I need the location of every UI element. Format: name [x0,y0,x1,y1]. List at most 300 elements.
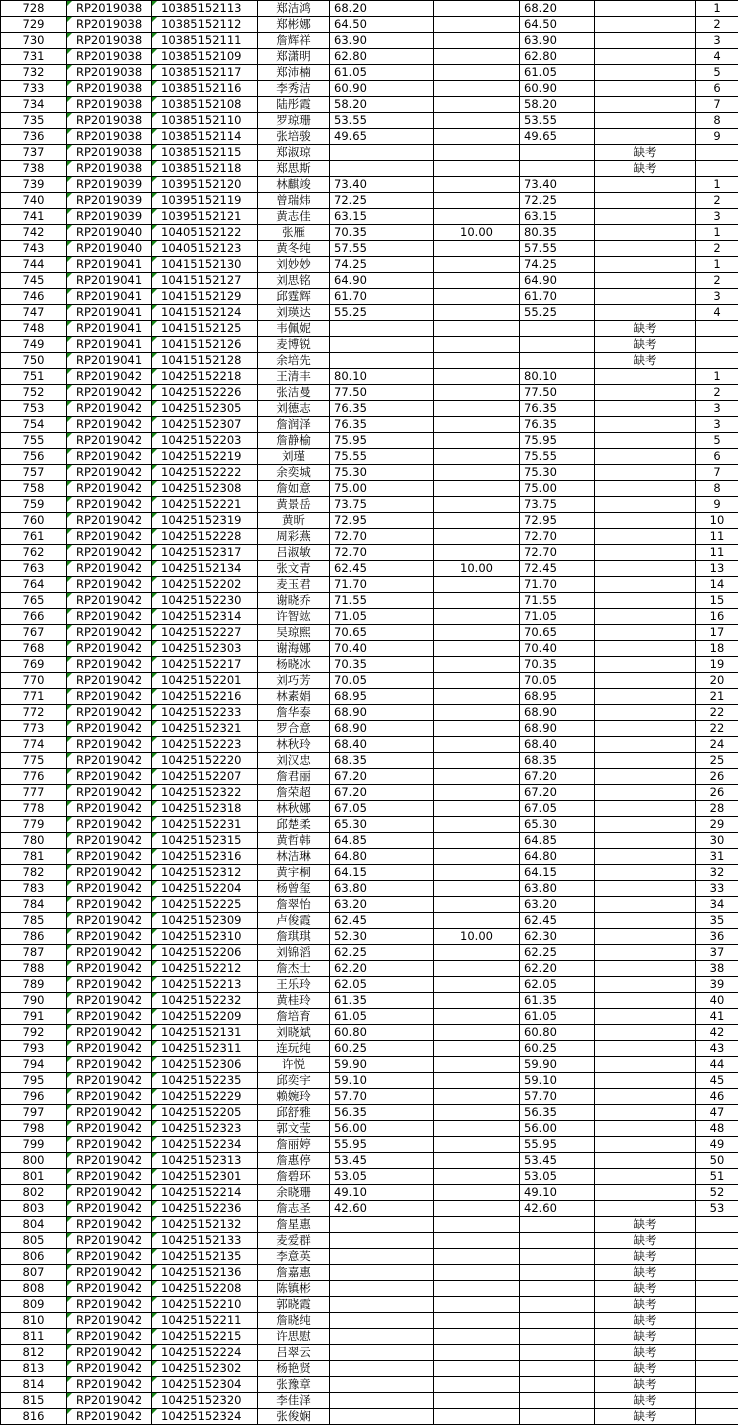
remark-cell[interactable]: 缺考 [595,1297,696,1313]
row-number-cell[interactable]: 776 [1,769,67,785]
total-score-cell[interactable]: 64.90 [520,273,595,289]
exam-ticket-number-cell[interactable]: 10425152307 [152,417,258,433]
candidate-name-cell[interactable]: 林秋娜 [258,801,330,817]
row-number-cell[interactable]: 814 [1,1377,67,1393]
total-score-cell[interactable]: 62.30 [520,929,595,945]
exam-ticket-number-cell[interactable]: 10425152222 [152,465,258,481]
rank-cell[interactable]: 15 [696,593,738,609]
remark-cell[interactable] [595,17,696,33]
row-number-cell[interactable]: 751 [1,369,67,385]
position-code-cell[interactable]: RP2019041 [67,353,152,369]
candidate-name-cell[interactable]: 许悦 [258,1057,330,1073]
remark-cell[interactable]: 缺考 [595,1329,696,1345]
rank-cell[interactable]: 48 [696,1121,738,1137]
total-score-cell[interactable]: 76.35 [520,417,595,433]
exam-ticket-number-cell[interactable]: 10425152207 [152,769,258,785]
candidate-name-cell[interactable]: 郑沛楠 [258,65,330,81]
total-score-cell[interactable]: 67.20 [520,785,595,801]
exam-ticket-number-cell[interactable]: 10425152236 [152,1201,258,1217]
bonus-points-cell[interactable] [434,577,520,593]
rank-cell[interactable]: 20 [696,673,738,689]
candidate-name-cell[interactable]: 谢海娜 [258,641,330,657]
position-code-cell[interactable]: RP2019042 [67,1265,152,1281]
bonus-points-cell[interactable] [434,369,520,385]
bonus-points-cell[interactable] [434,1169,520,1185]
bonus-points-cell[interactable] [434,1,520,17]
remark-cell[interactable]: 缺考 [595,1377,696,1393]
remark-cell[interactable] [595,977,696,993]
written-score-cell[interactable] [330,1217,434,1233]
candidate-name-cell[interactable]: 詹晓纯 [258,1313,330,1329]
rank-cell[interactable]: 2 [696,385,738,401]
rank-cell[interactable] [696,1345,738,1361]
row-number-cell[interactable]: 816 [1,1409,67,1425]
position-code-cell[interactable]: RP2019042 [67,1297,152,1313]
candidate-name-cell[interactable]: 邱奕宇 [258,1073,330,1089]
candidate-name-cell[interactable]: 邱舒雅 [258,1105,330,1121]
candidate-name-cell[interactable]: 张雁 [258,225,330,241]
written-score-cell[interactable]: 55.95 [330,1137,434,1153]
position-code-cell[interactable]: RP2019041 [67,273,152,289]
remark-cell[interactable]: 缺考 [595,1393,696,1409]
remark-cell[interactable]: 缺考 [595,1281,696,1297]
candidate-name-cell[interactable]: 许思慰 [258,1329,330,1345]
total-score-cell[interactable]: 49.65 [520,129,595,145]
written-score-cell[interactable] [330,1377,434,1393]
remark-cell[interactable] [595,545,696,561]
bonus-points-cell[interactable] [434,1105,520,1121]
written-score-cell[interactable]: 52.30 [330,929,434,945]
bonus-points-cell[interactable]: 10.00 [434,225,520,241]
row-number-cell[interactable]: 764 [1,577,67,593]
remark-cell[interactable] [595,657,696,673]
rank-cell[interactable]: 36 [696,929,738,945]
exam-ticket-number-cell[interactable]: 10425152134 [152,561,258,577]
rank-cell[interactable]: 46 [696,1089,738,1105]
position-code-cell[interactable]: RP2019042 [67,1169,152,1185]
position-code-cell[interactable]: RP2019042 [67,1281,152,1297]
position-code-cell[interactable]: RP2019042 [67,529,152,545]
row-number-cell[interactable]: 813 [1,1361,67,1377]
position-code-cell[interactable]: RP2019040 [67,241,152,257]
bonus-points-cell[interactable] [434,913,520,929]
total-score-cell[interactable] [520,337,595,353]
position-code-cell[interactable]: RP2019038 [67,33,152,49]
total-score-cell[interactable]: 68.90 [520,721,595,737]
total-score-cell[interactable]: 57.55 [520,241,595,257]
exam-ticket-number-cell[interactable]: 10425152324 [152,1409,258,1425]
total-score-cell[interactable]: 72.95 [520,513,595,529]
rank-cell[interactable] [696,1249,738,1265]
remark-cell[interactable]: 缺考 [595,145,696,161]
remark-cell[interactable] [595,529,696,545]
bonus-points-cell[interactable] [434,801,520,817]
position-code-cell[interactable]: RP2019042 [67,577,152,593]
row-number-cell[interactable]: 753 [1,401,67,417]
exam-ticket-number-cell[interactable]: 10415152127 [152,273,258,289]
rank-cell[interactable]: 53 [696,1201,738,1217]
written-score-cell[interactable]: 73.75 [330,497,434,513]
remark-cell[interactable] [595,993,696,1009]
candidate-name-cell[interactable]: 詹静榆 [258,433,330,449]
bonus-points-cell[interactable] [434,385,520,401]
written-score-cell[interactable]: 62.20 [330,961,434,977]
remark-cell[interactable] [595,97,696,113]
row-number-cell[interactable]: 779 [1,817,67,833]
position-code-cell[interactable]: RP2019042 [67,433,152,449]
written-score-cell[interactable]: 61.35 [330,993,434,1009]
row-number-cell[interactable]: 801 [1,1169,67,1185]
row-number-cell[interactable]: 788 [1,961,67,977]
written-score-cell[interactable]: 68.40 [330,737,434,753]
exam-ticket-number-cell[interactable]: 10425152226 [152,385,258,401]
position-code-cell[interactable]: RP2019042 [67,1217,152,1233]
written-score-cell[interactable]: 61.05 [330,65,434,81]
exam-ticket-number-cell[interactable]: 10425152312 [152,865,258,881]
rank-cell[interactable]: 7 [696,97,738,113]
rank-cell[interactable] [696,1393,738,1409]
candidate-name-cell[interactable]: 黄哲韩 [258,833,330,849]
exam-ticket-number-cell[interactable]: 10395152120 [152,177,258,193]
rank-cell[interactable]: 44 [696,1057,738,1073]
bonus-points-cell[interactable] [434,881,520,897]
exam-ticket-number-cell[interactable]: 10425152313 [152,1153,258,1169]
bonus-points-cell[interactable] [434,193,520,209]
candidate-name-cell[interactable]: 詹嘉惠 [258,1265,330,1281]
exam-ticket-number-cell[interactable]: 10425152302 [152,1361,258,1377]
remark-cell[interactable] [595,833,696,849]
row-number-cell[interactable]: 759 [1,497,67,513]
candidate-name-cell[interactable]: 郑洁鸿 [258,1,330,17]
row-number-cell[interactable]: 797 [1,1105,67,1121]
remark-cell[interactable] [595,65,696,81]
row-number-cell[interactable]: 729 [1,17,67,33]
bonus-points-cell[interactable] [434,977,520,993]
rank-cell[interactable]: 6 [696,81,738,97]
position-code-cell[interactable]: RP2019042 [67,625,152,641]
remark-cell[interactable] [595,369,696,385]
exam-ticket-number-cell[interactable]: 10385152108 [152,97,258,113]
candidate-name-cell[interactable]: 林素娟 [258,689,330,705]
exam-ticket-number-cell[interactable]: 10425152317 [152,545,258,561]
bonus-points-cell[interactable] [434,49,520,65]
exam-ticket-number-cell[interactable]: 10425152209 [152,1009,258,1025]
total-score-cell[interactable]: 63.15 [520,209,595,225]
candidate-name-cell[interactable]: 詹志圣 [258,1201,330,1217]
written-score-cell[interactable]: 75.30 [330,465,434,481]
position-code-cell[interactable]: RP2019042 [67,721,152,737]
rank-cell[interactable]: 26 [696,769,738,785]
row-number-cell[interactable]: 787 [1,945,67,961]
row-number-cell[interactable]: 733 [1,81,67,97]
remark-cell[interactable]: 缺考 [595,1265,696,1281]
position-code-cell[interactable]: RP2019042 [67,817,152,833]
candidate-name-cell[interactable]: 余奕城 [258,465,330,481]
exam-ticket-number-cell[interactable]: 10425152203 [152,433,258,449]
written-score-cell[interactable] [330,1393,434,1409]
total-score-cell[interactable]: 60.90 [520,81,595,97]
total-score-cell[interactable] [520,321,595,337]
total-score-cell[interactable] [520,1297,595,1313]
remark-cell[interactable] [595,1121,696,1137]
candidate-name-cell[interactable]: 吕淑敏 [258,545,330,561]
rank-cell[interactable]: 17 [696,625,738,641]
total-score-cell[interactable]: 61.35 [520,993,595,1009]
candidate-name-cell[interactable]: 詹华泰 [258,705,330,721]
written-score-cell[interactable]: 60.25 [330,1041,434,1057]
candidate-name-cell[interactable]: 郭晓霞 [258,1297,330,1313]
bonus-points-cell[interactable] [434,897,520,913]
exam-ticket-number-cell[interactable]: 10425152314 [152,609,258,625]
remark-cell[interactable] [595,513,696,529]
rank-cell[interactable]: 2 [696,17,738,33]
position-code-cell[interactable]: RP2019041 [67,257,152,273]
bonus-points-cell[interactable] [434,1265,520,1281]
total-score-cell[interactable]: 61.05 [520,65,595,81]
written-score-cell[interactable]: 71.70 [330,577,434,593]
row-number-cell[interactable]: 769 [1,657,67,673]
written-score-cell[interactable]: 74.25 [330,257,434,273]
remark-cell[interactable] [595,1137,696,1153]
row-number-cell[interactable]: 737 [1,145,67,161]
remark-cell[interactable] [595,1025,696,1041]
bonus-points-cell[interactable] [434,1073,520,1089]
candidate-name-cell[interactable]: 刘晓斌 [258,1025,330,1041]
row-number-cell[interactable]: 731 [1,49,67,65]
total-score-cell[interactable]: 62.25 [520,945,595,961]
row-number-cell[interactable]: 750 [1,353,67,369]
candidate-name-cell[interactable]: 詹如意 [258,481,330,497]
written-score-cell[interactable]: 67.20 [330,769,434,785]
total-score-cell[interactable] [520,1345,595,1361]
written-score-cell[interactable] [330,337,434,353]
position-code-cell[interactable]: RP2019042 [67,753,152,769]
remark-cell[interactable] [595,865,696,881]
exam-ticket-number-cell[interactable]: 10425152132 [152,1217,258,1233]
candidate-name-cell[interactable]: 林麒竣 [258,177,330,193]
position-code-cell[interactable]: RP2019042 [67,961,152,977]
remark-cell[interactable] [595,801,696,817]
remark-cell[interactable] [595,593,696,609]
total-score-cell[interactable]: 60.80 [520,1025,595,1041]
rank-cell[interactable]: 31 [696,849,738,865]
total-score-cell[interactable]: 74.25 [520,257,595,273]
bonus-points-cell[interactable] [434,1377,520,1393]
candidate-name-cell[interactable]: 刘瑛达 [258,305,330,321]
remark-cell[interactable] [595,33,696,49]
exam-ticket-number-cell[interactable]: 10425152135 [152,1249,258,1265]
position-code-cell[interactable]: RP2019039 [67,193,152,209]
remark-cell[interactable]: 缺考 [595,161,696,177]
position-code-cell[interactable]: RP2019042 [67,1393,152,1409]
remark-cell[interactable] [595,689,696,705]
bonus-points-cell[interactable] [434,945,520,961]
exam-ticket-number-cell[interactable]: 10395152119 [152,193,258,209]
total-score-cell[interactable] [520,1249,595,1265]
total-score-cell[interactable]: 72.25 [520,193,595,209]
rank-cell[interactable]: 3 [696,401,738,417]
written-score-cell[interactable]: 70.40 [330,641,434,657]
row-number-cell[interactable]: 738 [1,161,67,177]
written-score-cell[interactable] [330,1313,434,1329]
rank-cell[interactable]: 3 [696,33,738,49]
candidate-name-cell[interactable]: 詹杰士 [258,961,330,977]
row-number-cell[interactable]: 747 [1,305,67,321]
exam-ticket-number-cell[interactable]: 10395152121 [152,209,258,225]
remark-cell[interactable] [595,945,696,961]
written-score-cell[interactable]: 73.40 [330,177,434,193]
row-number-cell[interactable]: 730 [1,33,67,49]
rank-cell[interactable]: 9 [696,497,738,513]
written-score-cell[interactable]: 68.95 [330,689,434,705]
rank-cell[interactable]: 45 [696,1073,738,1089]
candidate-name-cell[interactable]: 黄昕 [258,513,330,529]
candidate-name-cell[interactable]: 黄景岳 [258,497,330,513]
exam-ticket-number-cell[interactable]: 10425152133 [152,1233,258,1249]
remark-cell[interactable]: 缺考 [595,321,696,337]
exam-ticket-number-cell[interactable]: 10415152124 [152,305,258,321]
written-score-cell[interactable]: 64.85 [330,833,434,849]
total-score-cell[interactable]: 73.40 [520,177,595,193]
position-code-cell[interactable]: RP2019042 [67,865,152,881]
total-score-cell[interactable]: 68.20 [520,1,595,17]
bonus-points-cell[interactable] [434,81,520,97]
bonus-points-cell[interactable] [434,785,520,801]
position-code-cell[interactable]: RP2019042 [67,881,152,897]
exam-ticket-number-cell[interactable]: 10385152112 [152,17,258,33]
total-score-cell[interactable]: 64.80 [520,849,595,865]
bonus-points-cell[interactable] [434,1345,520,1361]
position-code-cell[interactable]: RP2019042 [67,849,152,865]
candidate-name-cell[interactable]: 郑淑琼 [258,145,330,161]
written-score-cell[interactable]: 72.95 [330,513,434,529]
position-code-cell[interactable]: RP2019038 [67,129,152,145]
bonus-points-cell[interactable] [434,1201,520,1217]
written-score-cell[interactable]: 77.50 [330,385,434,401]
total-score-cell[interactable]: 77.50 [520,385,595,401]
candidate-name-cell[interactable]: 赖婉玲 [258,1089,330,1105]
position-code-cell[interactable]: RP2019042 [67,497,152,513]
bonus-points-cell[interactable] [434,97,520,113]
row-number-cell[interactable]: 739 [1,177,67,193]
position-code-cell[interactable]: RP2019042 [67,1201,152,1217]
exam-ticket-number-cell[interactable]: 10385152117 [152,65,258,81]
bonus-points-cell[interactable] [434,1185,520,1201]
exam-ticket-number-cell[interactable]: 10425152136 [152,1265,258,1281]
remark-cell[interactable] [595,49,696,65]
written-score-cell[interactable]: 62.25 [330,945,434,961]
bonus-points-cell[interactable] [434,1313,520,1329]
total-score-cell[interactable]: 53.45 [520,1153,595,1169]
written-score-cell[interactable]: 60.90 [330,81,434,97]
remark-cell[interactable] [595,577,696,593]
candidate-name-cell[interactable]: 韦佩妮 [258,321,330,337]
rank-cell[interactable]: 11 [696,529,738,545]
row-number-cell[interactable]: 756 [1,449,67,465]
row-number-cell[interactable]: 778 [1,801,67,817]
exam-ticket-number-cell[interactable]: 10425152229 [152,1089,258,1105]
position-code-cell[interactable]: RP2019042 [67,401,152,417]
bonus-points-cell[interactable] [434,209,520,225]
candidate-name-cell[interactable]: 罗琼珊 [258,113,330,129]
written-score-cell[interactable]: 70.35 [330,657,434,673]
bonus-points-cell[interactable] [434,1025,520,1041]
written-score-cell[interactable]: 62.45 [330,561,434,577]
total-score-cell[interactable]: 76.35 [520,401,595,417]
total-score-cell[interactable]: 71.70 [520,577,595,593]
row-number-cell[interactable]: 770 [1,673,67,689]
rank-cell[interactable]: 13 [696,561,738,577]
position-code-cell[interactable]: RP2019042 [67,1361,152,1377]
position-code-cell[interactable]: RP2019042 [67,641,152,657]
written-score-cell[interactable]: 59.10 [330,1073,434,1089]
total-score-cell[interactable] [520,353,595,369]
position-code-cell[interactable]: RP2019042 [67,833,152,849]
row-number-cell[interactable]: 808 [1,1281,67,1297]
total-score-cell[interactable]: 68.35 [520,753,595,769]
remark-cell[interactable] [595,1009,696,1025]
remark-cell[interactable] [595,737,696,753]
position-code-cell[interactable]: RP2019038 [67,49,152,65]
row-number-cell[interactable]: 728 [1,1,67,17]
rank-cell[interactable]: 1 [696,257,738,273]
written-score-cell[interactable]: 72.25 [330,193,434,209]
remark-cell[interactable] [595,769,696,785]
bonus-points-cell[interactable] [434,33,520,49]
candidate-name-cell[interactable]: 詹碧环 [258,1169,330,1185]
candidate-name-cell[interactable]: 王清丰 [258,369,330,385]
rank-cell[interactable]: 7 [696,465,738,481]
total-score-cell[interactable]: 53.05 [520,1169,595,1185]
exam-ticket-number-cell[interactable]: 10425152218 [152,369,258,385]
exam-ticket-number-cell[interactable]: 10385152115 [152,145,258,161]
candidate-name-cell[interactable]: 郑彬娜 [258,17,330,33]
row-number-cell[interactable]: 766 [1,609,67,625]
written-score-cell[interactable]: 70.35 [330,225,434,241]
written-score-cell[interactable]: 71.05 [330,609,434,625]
rank-cell[interactable]: 9 [696,129,738,145]
written-score-cell[interactable]: 62.45 [330,913,434,929]
bonus-points-cell[interactable] [434,865,520,881]
exam-ticket-number-cell[interactable]: 10385152114 [152,129,258,145]
written-score-cell[interactable]: 67.20 [330,785,434,801]
exam-ticket-number-cell[interactable]: 10425152234 [152,1137,258,1153]
position-code-cell[interactable]: RP2019042 [67,1249,152,1265]
row-number-cell[interactable]: 812 [1,1345,67,1361]
row-number-cell[interactable]: 774 [1,737,67,753]
remark-cell[interactable] [595,817,696,833]
row-number-cell[interactable]: 735 [1,113,67,129]
remark-cell[interactable] [595,465,696,481]
exam-ticket-number-cell[interactable]: 10385152111 [152,33,258,49]
remark-cell[interactable] [595,449,696,465]
bonus-points-cell[interactable] [434,465,520,481]
rank-cell[interactable]: 52 [696,1185,738,1201]
bonus-points-cell[interactable] [434,849,520,865]
position-code-cell[interactable]: RP2019042 [67,657,152,673]
total-score-cell[interactable] [520,1361,595,1377]
bonus-points-cell[interactable] [434,529,520,545]
row-number-cell[interactable]: 789 [1,977,67,993]
position-code-cell[interactable]: RP2019042 [67,561,152,577]
row-number-cell[interactable]: 782 [1,865,67,881]
rank-cell[interactable]: 11 [696,545,738,561]
row-number-cell[interactable]: 744 [1,257,67,273]
position-code-cell[interactable]: RP2019042 [67,417,152,433]
position-code-cell[interactable]: RP2019041 [67,289,152,305]
position-code-cell[interactable]: RP2019042 [67,1025,152,1041]
bonus-points-cell[interactable] [434,1153,520,1169]
